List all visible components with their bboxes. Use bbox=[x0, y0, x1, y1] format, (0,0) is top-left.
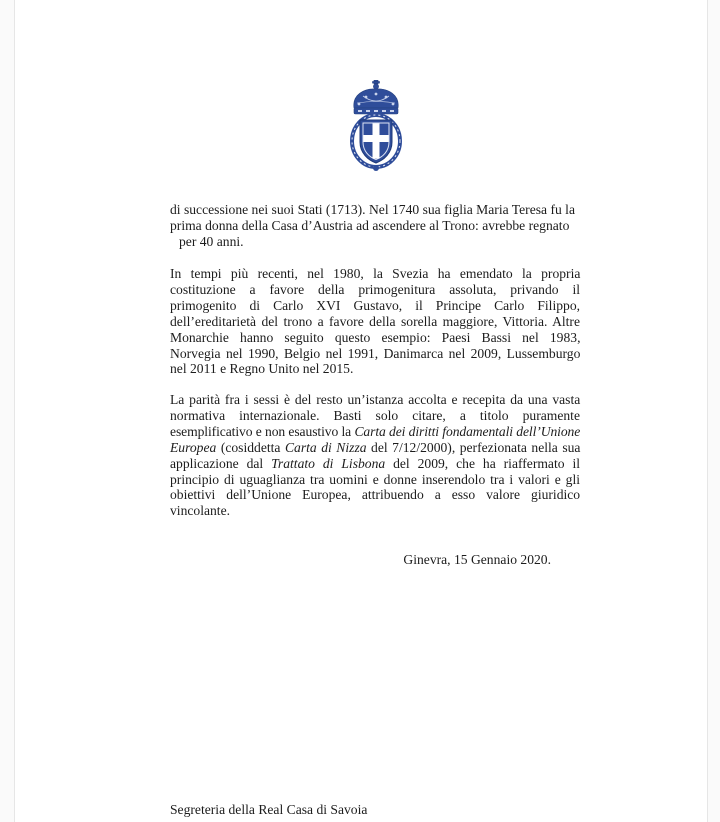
italic-citation: Carta dei diritti fondamentali dell’Unione bbox=[354, 423, 581, 439]
text-line bbox=[170, 424, 580, 440]
text-span: applicazione dal bbox=[170, 455, 272, 471]
text-line: Norvegia nel 1990, Belgio nel 1991, Danimarca nel 2009, Lussemburgo bbox=[170, 345, 581, 361]
text-line: normativa internazionale. Basti solo citare, a titolo puramente bbox=[170, 407, 580, 423]
text-line: prima donna della Casa d’Austria ad ascendere al Trono: avrebbe regnato bbox=[170, 217, 570, 233]
text-span: (cosiddetta bbox=[216, 439, 285, 455]
paragraph-recent-times bbox=[170, 266, 580, 377]
paragraph-gender-equality bbox=[170, 392, 580, 519]
paragraph-succession bbox=[170, 202, 580, 250]
text-line: costituzione a favore della primogenitura assoluta, privando il bbox=[170, 281, 580, 297]
text-line: dell’ereditarietà del trono a favore della sorella maggiore, Vittoria. Altre bbox=[170, 313, 580, 329]
text-line: Monarchie hanno seguito questo esempio: Paesi Bassi nel 1983, bbox=[170, 329, 581, 345]
text-line: per 40 anni. bbox=[179, 233, 244, 249]
text-line: vincolante. bbox=[170, 503, 231, 519]
text-line: primogenito di Carlo XVI Gustavo, il Principe Carlo Filippo, bbox=[170, 297, 581, 313]
text-span: esemplificativo e non esaustivo la bbox=[170, 423, 355, 439]
text-line: obiettivi dell’Unione Europea, attribuendo a esso valore giuridico bbox=[170, 487, 581, 503]
text-span: del 7/12/2000), perfezionata nella sua bbox=[366, 439, 581, 455]
place-and-date: Ginevra, 15 Gennaio 2020. bbox=[403, 552, 551, 567]
text-line: La parità fra i sessi è del resto un’istanza accolta e recepita da una vasta bbox=[170, 392, 581, 407]
text-line: di successione nei suoi Stati (1713). Nel 1740 sua figlia Maria Teresa fu la bbox=[170, 202, 575, 217]
document-page bbox=[14, 0, 708, 822]
savoy-crowned-cross-emblem-icon bbox=[346, 80, 406, 172]
italic-citation: Carta di Nizza bbox=[284, 439, 367, 455]
text-line: principio di uguaglianza tra uomini e donne inserendolo tra i valori e gli bbox=[170, 471, 580, 487]
text-line bbox=[170, 440, 580, 456]
signature-footer: Segreteria della Real Casa di Savoia bbox=[170, 802, 368, 817]
italic-citation: Europea bbox=[170, 439, 217, 455]
text-line: In tempi più recenti, nel 1980, la Svezia ha emendato la propria bbox=[170, 266, 581, 281]
text-line bbox=[170, 456, 580, 472]
text-span: del 2009, che ha riaffermato il bbox=[385, 455, 580, 471]
text-line: nel 2011 e Regno Unito nel 2015. bbox=[170, 361, 354, 377]
italic-citation: Trattato di Lisbona bbox=[271, 455, 386, 471]
